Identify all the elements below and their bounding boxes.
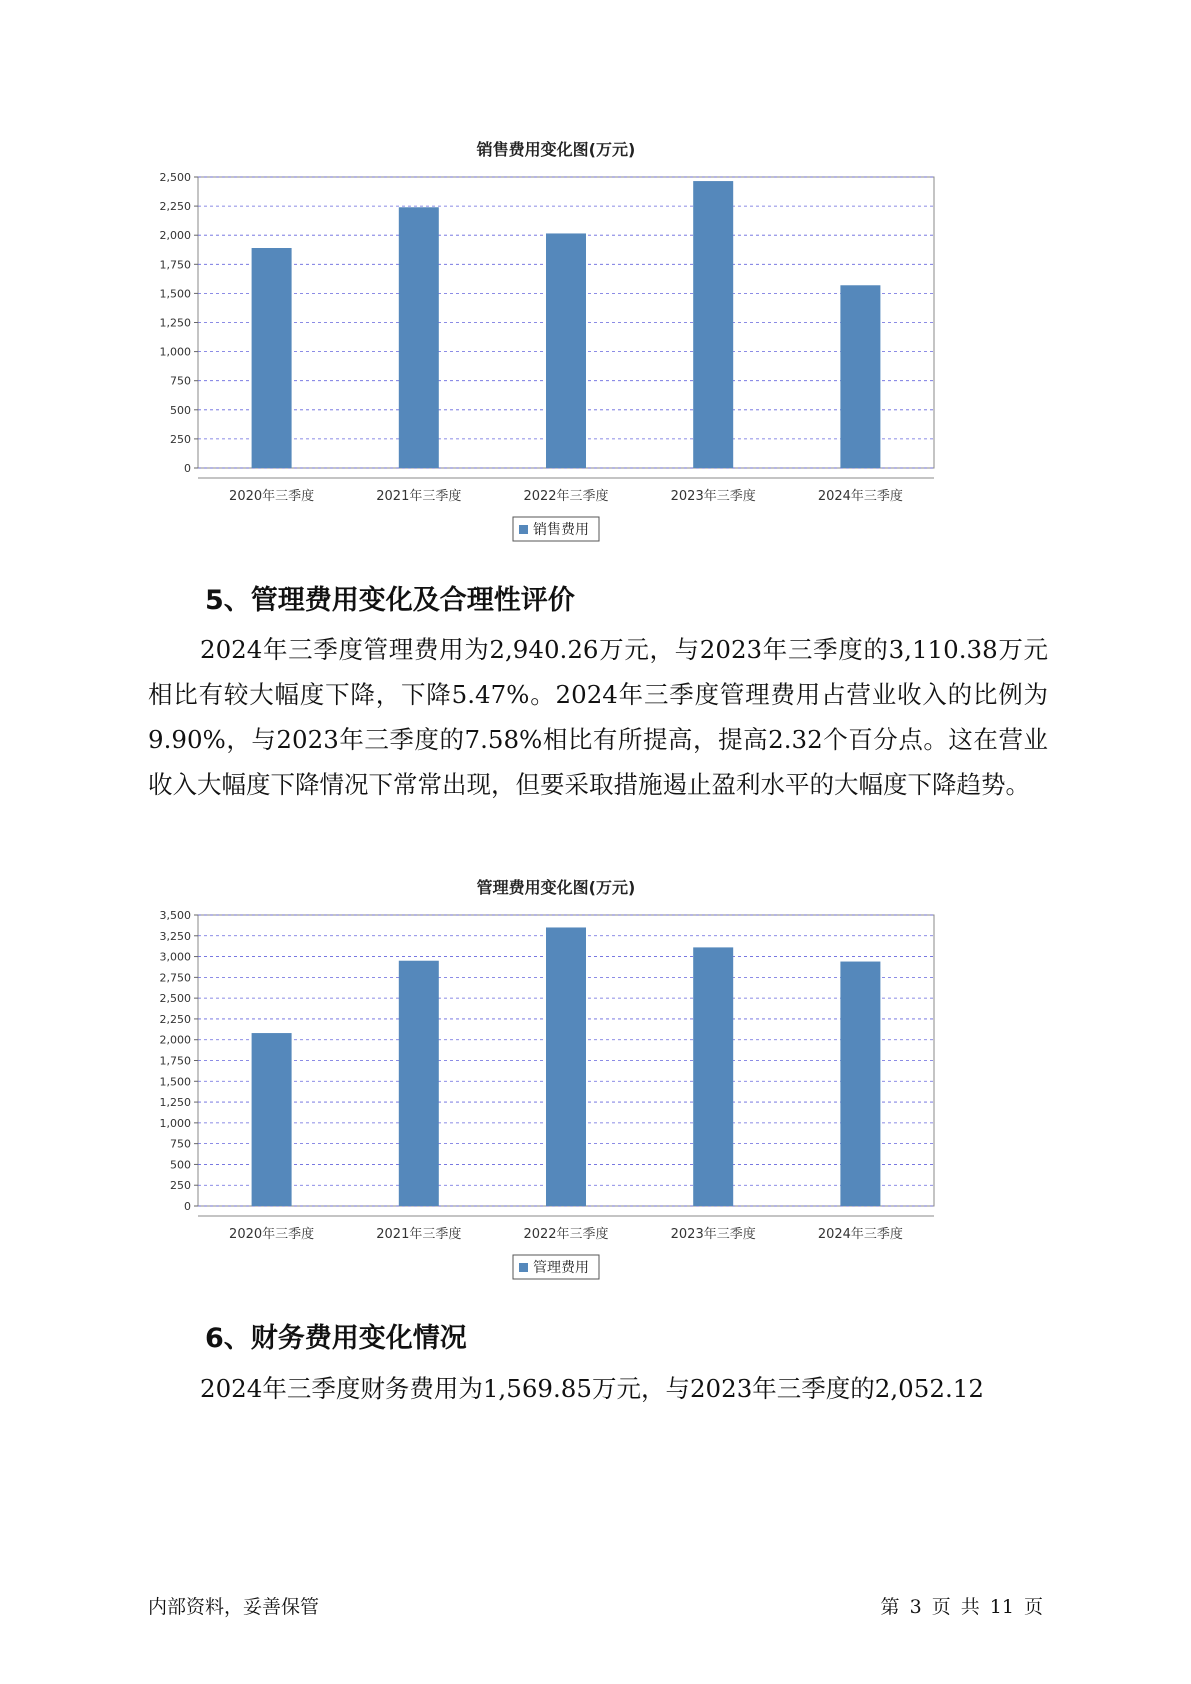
y-tick-label: 1,500 bbox=[159, 287, 191, 301]
y-tick-label: 3,250 bbox=[159, 929, 191, 943]
y-tick-label: 1,000 bbox=[159, 1116, 191, 1130]
legend-swatch bbox=[519, 525, 528, 534]
bar bbox=[840, 962, 880, 1206]
bar bbox=[546, 927, 586, 1206]
bar bbox=[693, 947, 733, 1206]
y-tick-label: 1,000 bbox=[159, 345, 191, 359]
y-tick-label: 2,250 bbox=[159, 1012, 191, 1026]
section-title-admin-expense: 5、管理费用变化及合理性评价 bbox=[205, 585, 575, 616]
finance-expense-text: 2024年三季度财务费用为1,569.85万元，与2023年三季度的2,052.12 bbox=[200, 1374, 984, 1403]
y-tick-label: 250 bbox=[170, 1179, 191, 1193]
legend-label: 销售费用 bbox=[533, 522, 589, 538]
y-tick-label: 0 bbox=[184, 1200, 191, 1213]
x-tick-label: 2022年三季度 bbox=[523, 1227, 609, 1242]
admin-expense-paragraph bbox=[148, 627, 1048, 807]
y-tick-label: 250 bbox=[170, 432, 191, 446]
y-tick-label: 2,750 bbox=[159, 971, 191, 985]
bar bbox=[399, 961, 439, 1206]
y-tick-label: 3,500 bbox=[159, 909, 191, 922]
bar bbox=[252, 248, 292, 468]
y-tick-label: 3,000 bbox=[159, 950, 191, 964]
x-tick-label: 2024年三季度 bbox=[817, 489, 903, 504]
admin-expense-chart-svg bbox=[150, 863, 1030, 1293]
bar bbox=[546, 233, 586, 468]
chart-title: 管理费用变化图(万元) bbox=[476, 878, 636, 897]
x-tick-label: 2020年三季度 bbox=[229, 489, 315, 504]
x-tick-label: 2020年三季度 bbox=[229, 1227, 315, 1242]
y-tick-label: 1,500 bbox=[159, 1075, 191, 1089]
y-tick-label: 1,750 bbox=[159, 1054, 191, 1068]
legend-label: 管理费用 bbox=[533, 1260, 589, 1276]
chart-title: 销售费用变化图(万元) bbox=[476, 140, 636, 159]
x-tick-label: 2021年三季度 bbox=[376, 489, 462, 504]
y-tick-label: 750 bbox=[170, 374, 191, 388]
sales-expense-chart bbox=[150, 125, 1030, 555]
x-tick-label: 2023年三季度 bbox=[670, 489, 756, 504]
admin-expense-chart bbox=[150, 863, 1030, 1293]
section-title-finance-expense: 6、财务费用变化情况 bbox=[205, 1323, 467, 1354]
y-tick-label: 500 bbox=[170, 1158, 191, 1172]
y-tick-label: 1,750 bbox=[159, 258, 191, 272]
x-tick-label: 2023年三季度 bbox=[670, 1227, 756, 1242]
y-tick-label: 750 bbox=[170, 1137, 191, 1151]
y-tick-label: 2,250 bbox=[159, 200, 191, 214]
x-tick-label: 2021年三季度 bbox=[376, 1227, 462, 1242]
y-tick-label: 2,000 bbox=[159, 229, 191, 243]
admin-expense-text: 2024年三季度管理费用为2,940.26万元，与2023年三季度的3,110.38万元相比有较大幅度下降，下降5.47%。2024年三季度管理费用占营业收入的比例为9.90%，与2023年三季度的7.58%相比有所提高，提高2.32个百分点。这在营业收入大幅度下降情况下常常出现，但要采取措施遏止盈利水平的大幅度下降趋势。 bbox=[148, 635, 1048, 799]
y-tick-label: 2,000 bbox=[159, 1033, 191, 1047]
y-tick-label: 0 bbox=[184, 462, 191, 475]
x-tick-label: 2022年三季度 bbox=[523, 489, 609, 504]
sales-expense-chart-svg bbox=[150, 125, 1030, 555]
footer-page-number: 第 3 页 共 11 页 bbox=[880, 1596, 1043, 1618]
y-tick-label: 1,250 bbox=[159, 1096, 191, 1110]
finance-expense-paragraph bbox=[148, 1366, 1048, 1411]
y-tick-label: 1,250 bbox=[159, 316, 191, 330]
bar bbox=[693, 181, 733, 468]
x-tick-label: 2024年三季度 bbox=[817, 1227, 903, 1242]
legend-swatch bbox=[519, 1263, 528, 1272]
y-tick-label: 500 bbox=[170, 403, 191, 417]
y-tick-label: 2,500 bbox=[159, 992, 191, 1006]
footer-confidential-note: 内部资料，妥善保管 bbox=[148, 1596, 320, 1618]
bar bbox=[840, 285, 880, 468]
bar bbox=[399, 207, 439, 468]
bar bbox=[252, 1033, 292, 1206]
y-tick-label: 2,500 bbox=[159, 171, 191, 184]
